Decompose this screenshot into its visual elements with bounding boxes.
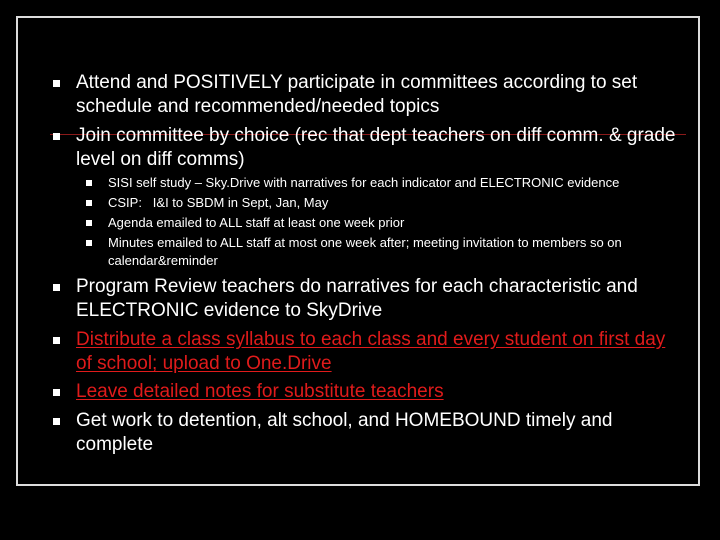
bullet-item-join-committee [76,124,686,172]
square-bullet-icon [53,133,60,140]
square-bullet-icon [86,200,92,206]
bullet-text: Get work to detention, alt school, and HOMEBOUND timely and complete [76,410,613,455]
square-bullet-icon [86,240,92,246]
square-bullet-icon [53,337,60,344]
bullet-text: CSIP: I&I to SBDM in Sept, Jan, May [108,195,329,210]
sub-bullet-minutes [108,234,688,270]
square-bullet-icon [86,180,92,186]
sub-bullet-csip [108,194,688,212]
square-bullet-icon [53,80,60,87]
bullet-text: Distribute a class syllabus to each class and every student on first day of school; upload to One.Drive [76,329,666,374]
square-bullet-icon [86,220,92,226]
sub-bullet-sisi [108,174,688,192]
bullet-item-detention-work [76,409,686,457]
square-bullet-icon [53,284,60,291]
square-bullet-icon [53,418,60,425]
bullet-item-committees [76,71,686,119]
bullet-text: SISI self study – Sky.Drive with narratives for each indicator and ELECTRONIC evidence [108,175,620,190]
bullet-item-syllabus [76,328,686,376]
bullet-text: Agenda emailed to ALL staff at least one week prior [108,215,405,230]
bullet-item-substitute-notes [76,380,686,404]
bullet-text: Join committee by choice (rec that dept teachers on diff comm. & grade level on diff comms) [76,125,676,170]
square-bullet-icon [53,389,60,396]
bullet-text: Attend and POSITIVELY participate in committees according to set schedule and recommended/needed topics [76,72,638,117]
bullet-text: Program Review teachers do narratives for each characteristic and ELECTRONIC evidence to SkyDrive [76,276,638,321]
bullet-item-program-review [76,275,686,323]
bullet-text: Minutes emailed to ALL staff at most one week after; meeting invitation to members so on calendar&reminder [108,235,622,268]
sub-bullet-agenda [108,214,688,232]
bullet-text: Leave detailed notes for substitute teachers [76,381,444,402]
